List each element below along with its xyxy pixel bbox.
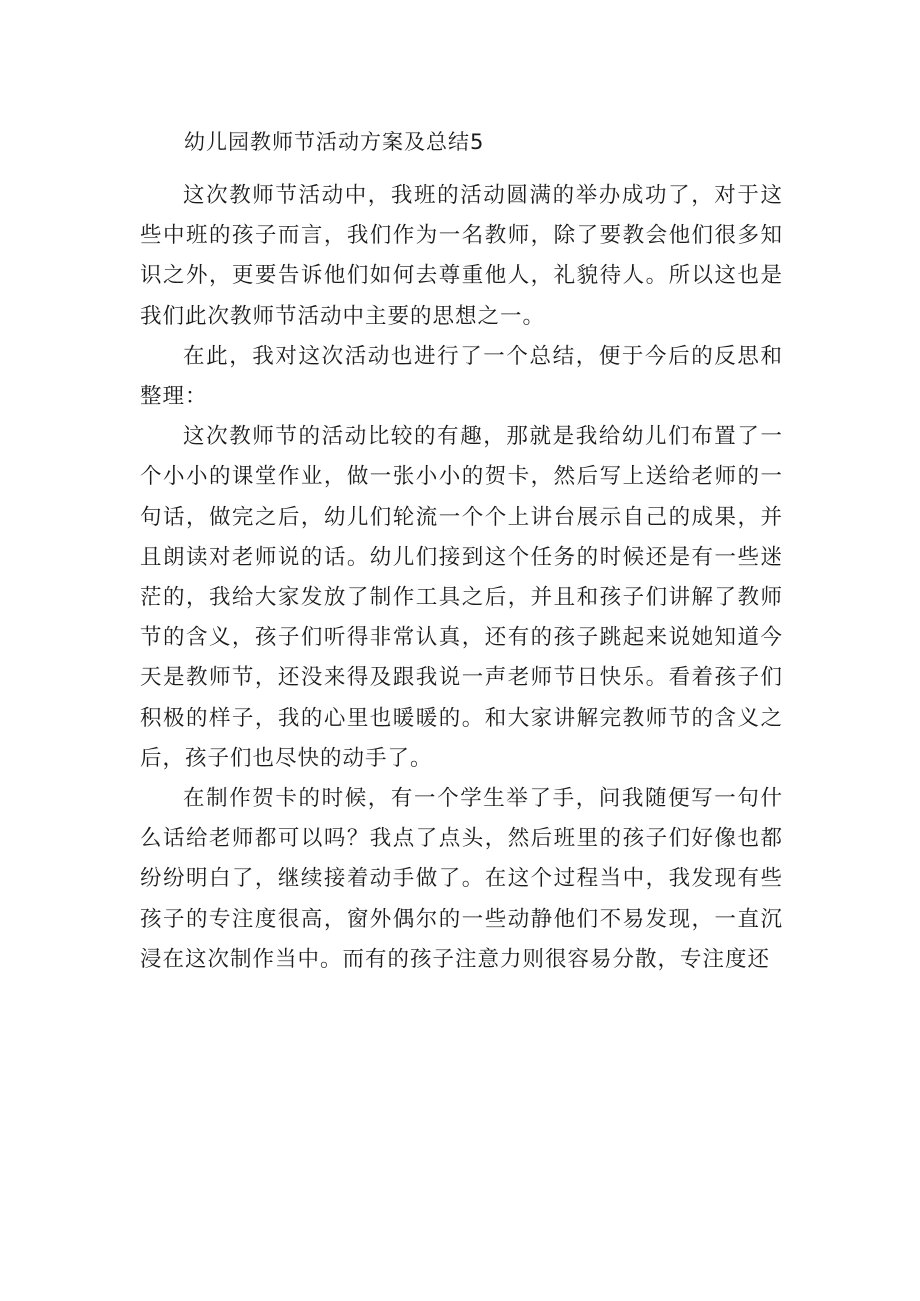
paragraph-2: 在此，我对这次活动也进行了一个总结，便于今后的反思和整理： [140, 343, 783, 410]
paragraph-1: 这次教师节活动中，我班的活动圆满的举办成功了，对于这些中班的孩子而言，我们作为一名教师，除了要教会他们很多知识之外，更要告诉他们如何去尊重他人，礼貌待人。所以这也是我们此次教师节活动中主要的思想之一。 [140, 183, 783, 329]
document-body [140, 176, 783, 980]
document-title: 幼儿园教师节活动方案及总结5 [184, 130, 485, 154]
paragraph-4: 在制作贺卡的时候，有一个学生举了手，问我随便写一句什么话给老师都可以吗？我点了点头，然后班里的孩子们好像也都纷纷明白了，继续接着动手做了。在这个过程当中，我发现有些孩子的专注度很高，窗外偶尔的一些动静他们不易发现，一直沉浸在这次制作当中。而有的孩子注意力则很容易分散，专注度还 [140, 786, 783, 972]
paragraph-3: 这次教师节的活动比较的有趣，那就是我给幼儿们布置了一个小小的课堂作业，做一张小小的贺卡，然后写上送给老师的一句话，做完之后，幼儿们轮流一个个上讲台展示自己的成果，并且朗读对老师说的话。幼儿们接到这个任务的时候还是有一些迷茫的，我给大家发放了制作工具之后，并且和孩子们讲解了教师节的含义，孩子们听得非常认真，还有的孩子跳起来说她知道今天是教师节，还没来得及跟我说一声老师节日快乐。看着孩子们积极的样子，我的心里也暖暖的。和大家讲解完教师节的含义之后，孩子们也尽快的动手了。 [140, 424, 783, 771]
